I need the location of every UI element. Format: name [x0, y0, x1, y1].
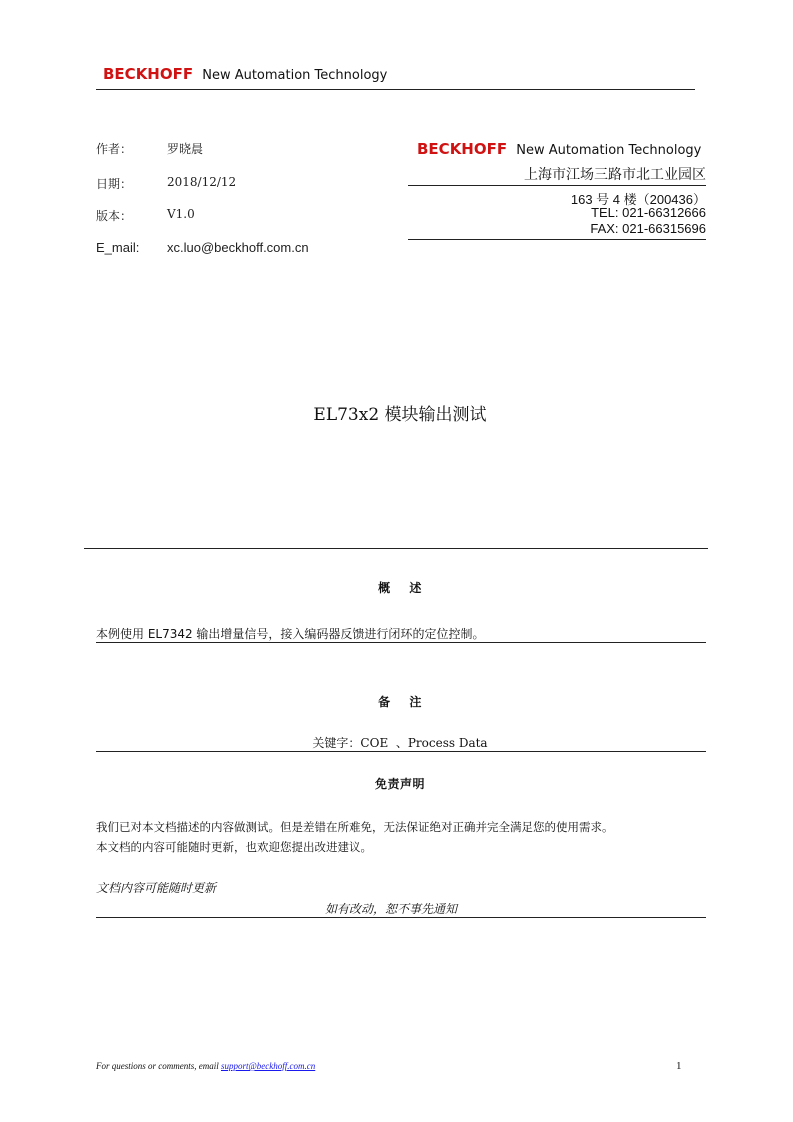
footer-contact [96, 1061, 315, 1071]
date-label: 日期： [96, 177, 133, 191]
company-address-line2: 163 号 4 楼（200436） [570, 192, 706, 207]
company-address-line1: 上海市江场三路市北工业园区 [524, 167, 706, 183]
email-label: E_mail: [96, 240, 140, 255]
italic-note-line2: 如有改动，恕不事先通知 [325, 902, 458, 916]
disclaimer-line2: 本文档的内容可能随时更新，也欢迎您提出改进建议。 [96, 840, 372, 854]
author-value: 罗晓晨 [167, 142, 204, 156]
company-rule-top [408, 185, 706, 186]
header-tagline: New Automation Technology [202, 68, 388, 83]
notes-rule [96, 751, 706, 752]
overview-text: 本例使用 EL7342 输出增量信号，接入编码器反馈进行闭环的定位控制。 [96, 627, 485, 641]
header-rule [96, 89, 695, 90]
notes-heading: 备 注 [378, 695, 422, 709]
footer-prefix: For questions or comments, email [96, 1061, 221, 1071]
page-number: 1 [676, 1060, 682, 1072]
version-label: 版本： [96, 209, 133, 223]
author-label: 作者： [96, 142, 133, 156]
email-value[interactable]: xc.luo@beckhoff.com.cn [167, 240, 309, 255]
header-brand-logo: BECKHOFF [103, 65, 194, 83]
company-fax: FAX: 021-66315696 [590, 221, 706, 236]
keywords-text: 关键字：COE 、Process Data [312, 736, 488, 750]
company-tel: TEL: 021-66312666 [591, 205, 706, 220]
page-header [103, 64, 703, 86]
version-value: V1.0 [167, 207, 195, 221]
overview-heading: 概 述 [378, 581, 422, 595]
italic-note-line1: 文档内容可能随时更新 [96, 881, 217, 895]
disclaimer-line1: 我们已对本文档描述的内容做测试。但是差错在所难免，无法保证绝对正确并完全满足您的使用需求。 [96, 820, 614, 834]
date-value: 2018/12/12 [167, 175, 237, 189]
footer-email-link[interactable]: support@beckhoff.com.cn [221, 1061, 316, 1071]
document-title: EL73x2 模块输出测试 [313, 405, 487, 425]
company-rule-bottom [408, 239, 706, 240]
company-tagline: New Automation Technology [516, 143, 702, 158]
company-logo [417, 139, 707, 159]
disclaimer-rule [96, 917, 706, 918]
company-brand-logo: BECKHOFF [417, 140, 508, 158]
overview-rule [96, 642, 706, 643]
disclaimer-heading: 免责声明 [374, 777, 425, 791]
title-rule [84, 548, 708, 549]
